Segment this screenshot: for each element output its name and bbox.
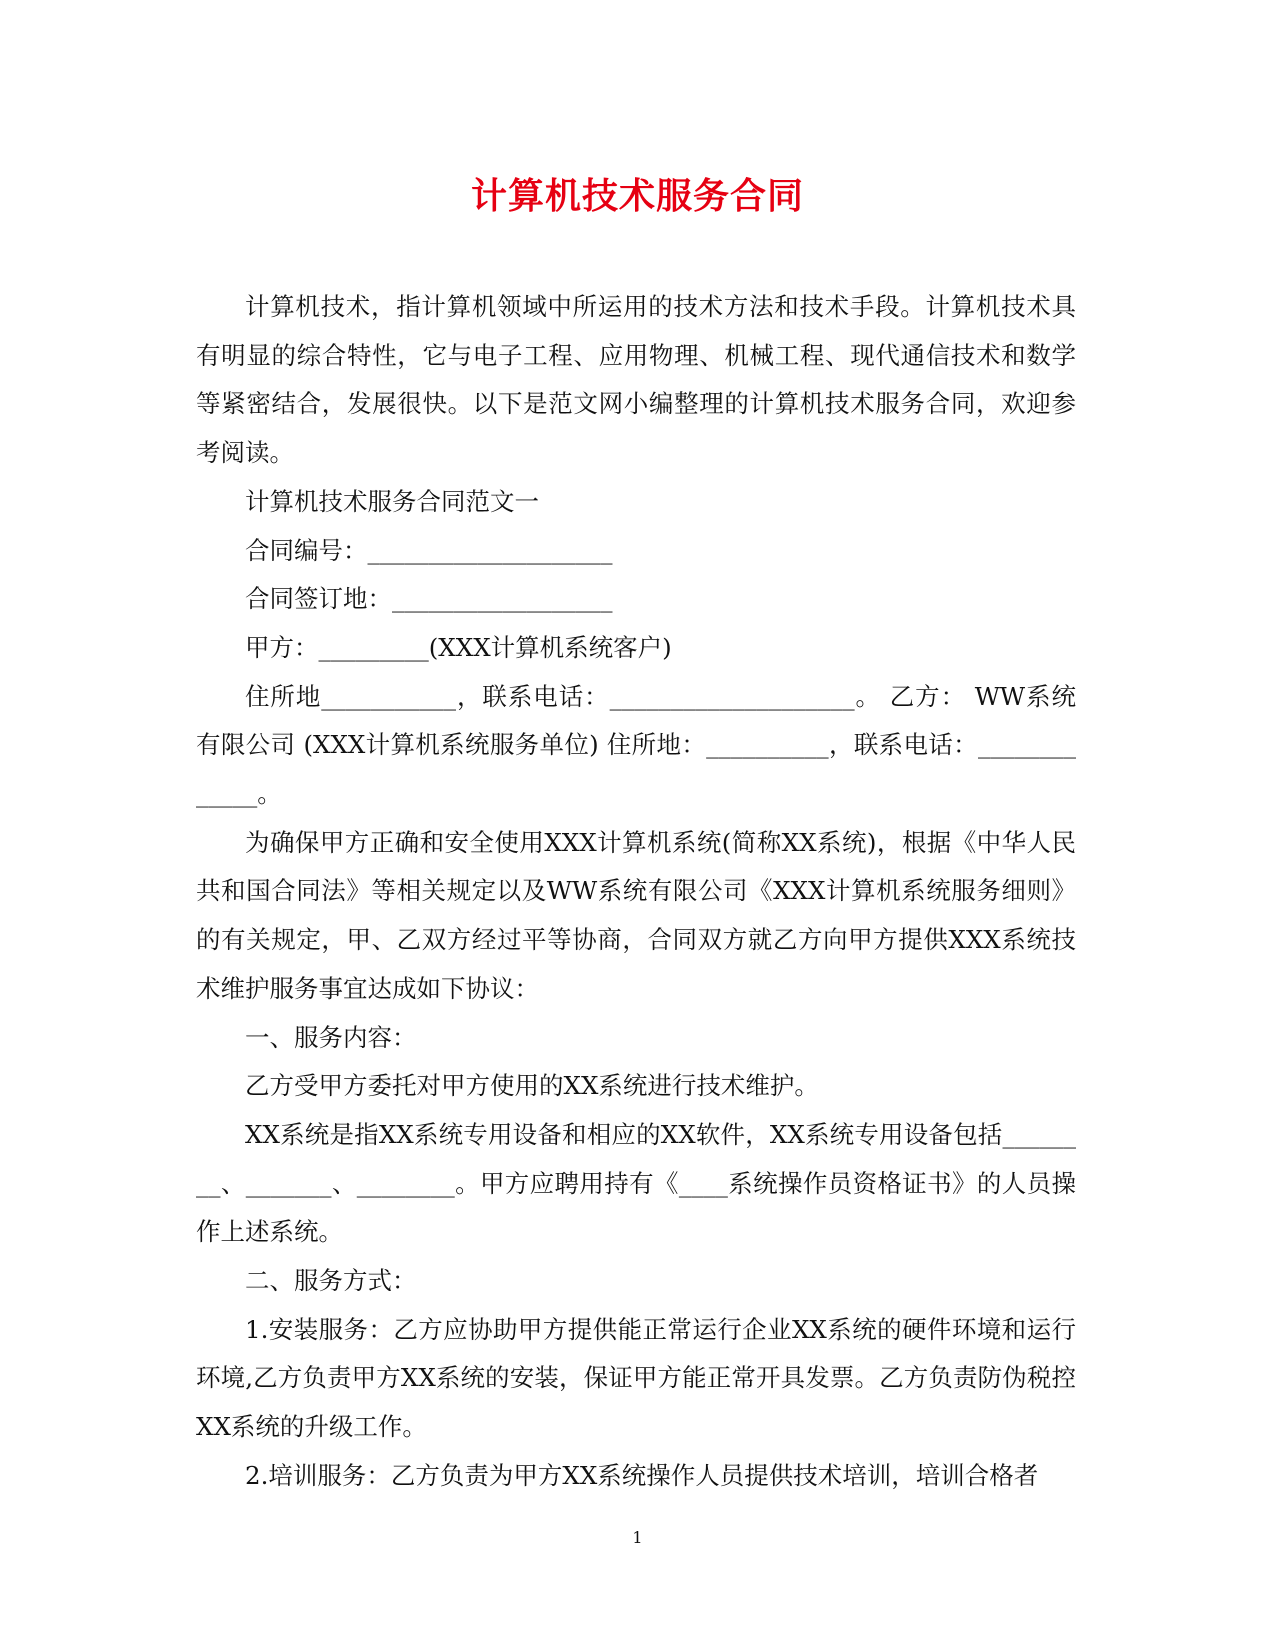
page-number: 1 xyxy=(632,1528,643,1547)
paragraph-contract-number: 合同编号：____________________ xyxy=(245,535,613,565)
paragraph-signing-place: 合同签订地：__________________ xyxy=(245,584,613,614)
paragraph-purpose: 为确保甲方正确和安全使用XXX计算机系统(简称XX系统)，根据《中华人民共和国合同法》等相关规定以及WW系统有限公司《XXX计算机系统服务细则》的有关规定，甲、乙双方经过平等协商，合同双方就乙方向甲方提供XXX系统技术维护服务事宜达成如下协议： xyxy=(196,827,1076,1003)
paragraph-intro: 计算机技术，指计算机领域中所运用的技术方法和技术手段。计算机技术具有明显的综合特性，它与电子工程、应用物理、机械工程、现代通信技术和数学等紧密结合，发展很快。以下是范文网小编整理的计算机技术服务合同，欢迎参考阅读。 xyxy=(196,292,1076,468)
paragraph-installation-service: 1.安装服务：乙方应协助甲方提供能正常运行企业XX系统的硬件环境和运行环境,乙方负责甲方XX系统的安装，保证甲方能正常开具发票。乙方负责防伪税控XX系统的升级工作。 xyxy=(196,1314,1076,1442)
paragraph-sample-heading: 计算机技术服务合同范文一 xyxy=(245,486,539,516)
section-heading-service-content: 一、服务内容： xyxy=(245,1022,417,1052)
document-body xyxy=(196,283,1076,1501)
paragraph-party-a: 甲方：_________(XXX计算机系统客户) xyxy=(245,632,672,662)
paragraph-system-definition: XX系统是指XX系统专用设备和相应的XX软件，XX系统专用设备包括________、_______、________。甲方应聘用持有《____系统操作员资格证书》的人员操作上述系统。 xyxy=(196,1119,1076,1247)
paragraph-training-service: 2.培训服务：乙方负责为甲方XX系统操作人员提供技术培训，培训合格者 xyxy=(245,1460,1039,1490)
paragraph-addresses: 住所地___________，联系电话：____________________。 乙方： WW系统有限公司 (XXX计算机系统服务单位) 住所地：__________，联系电话：_____________。 xyxy=(196,681,1076,809)
section-heading-service-method: 二、服务方式： xyxy=(245,1266,417,1296)
paragraph-maintenance: 乙方受甲方委托对甲方使用的XX系统进行技术维护。 xyxy=(245,1071,819,1101)
document-title: 计算机技术服务合同 xyxy=(470,175,804,217)
